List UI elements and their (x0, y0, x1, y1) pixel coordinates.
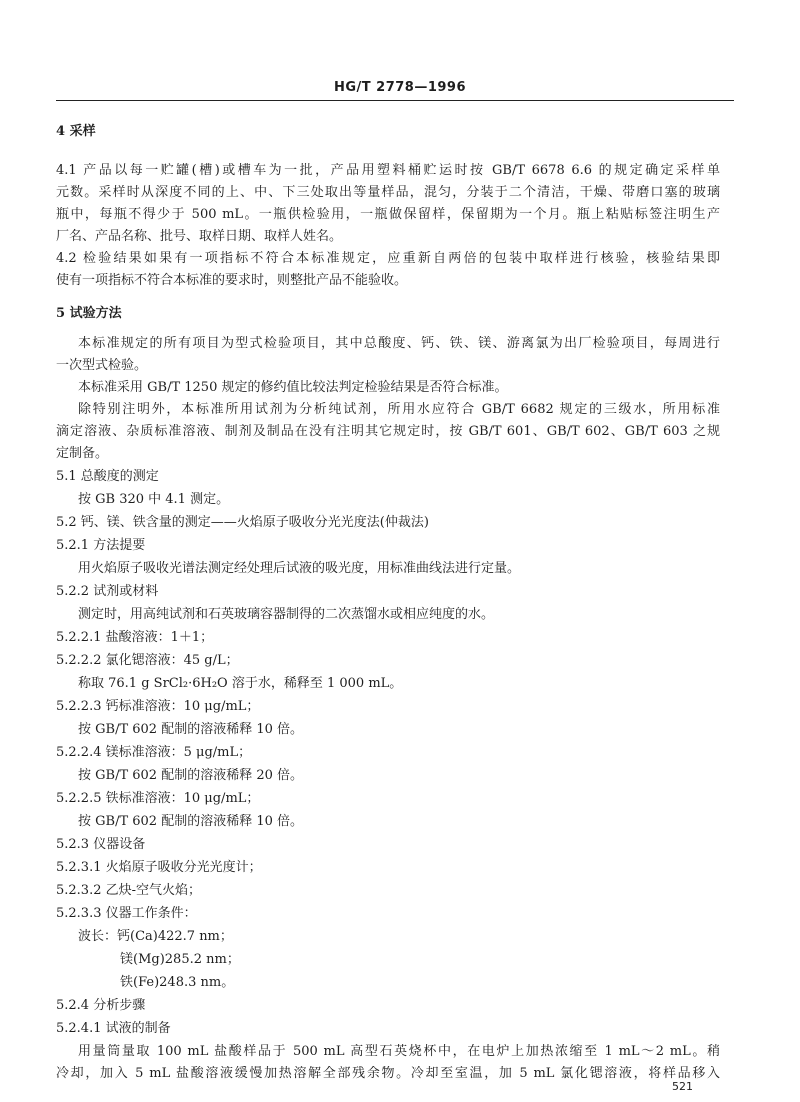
text-line: 用火焰原子吸收光谱法测定经处理后试液的吸光度，用标准曲线法进行定量。 (78, 561, 521, 576)
text-line: 按 GB 320 中 4.1 测定。 (78, 492, 230, 507)
text-line: 一次型式检验。 (56, 358, 148, 373)
text-line: 5.2.2 试剂或材料 (56, 584, 159, 599)
text-line: 5.2.4 分析步骤 (56, 998, 146, 1013)
text-line: 波长：钙(Ca)422.7 nm； (78, 929, 233, 944)
standard-number-header: HG/T 2778—1996 (333, 80, 467, 95)
text-line: 5.2.2.5 铁标准溶液：10 μg/mL； (56, 791, 260, 806)
text-line: 5.2.3.3 仪器工作条件： (56, 906, 197, 921)
text-line: 5.2.3 仪器设备 (56, 837, 146, 852)
text-line: 5.2.3.2 乙炔-空气火焰； (56, 883, 202, 898)
text-line: 使有一项指标不符合本标准的要求时，则整批产品不能验收。 (56, 273, 408, 288)
text-line: 冷却，加入 5 mL 盐酸溶液缓慢加热溶解全部残余物。冷却至室温，加 5 mL 氯化锶溶液，将样品移入 (56, 1066, 720, 1081)
text-line: 5.2.4.1 试液的制备 (56, 1021, 171, 1036)
text-line: 厂名、产品名称、批号、取样日期、取样人姓名。 (56, 229, 343, 244)
text-line: 称取 76.1 g SrCl₂·6H₂O 溶于水，稀释至 1 000 mL。 (78, 676, 403, 691)
text-line: 定制备。 (56, 446, 109, 461)
text-line: 除特别注明外，本标准所用试剂为分析纯试剂，所用水应符合 GB/T 6682 规定的三级水，所用标准 (78, 402, 720, 417)
text-line: 元数。采样时从深度不同的上、中、下三处取出等量样品，混匀，分装于二个清洁，干燥、带磨口塞的玻璃 (56, 185, 720, 200)
text-line: 5.1 总酸度的测定 (56, 469, 159, 484)
text-line: 5.2.1 方法提要 (56, 538, 146, 553)
text-line: 5.2.2.4 镁标准溶液：5 μg/mL； (56, 745, 252, 760)
text-line: 4.2 检验结果如果有一项指标不符合本标准规定，应重新自两倍的包装中取样进行核验，核验结果即 (56, 251, 720, 266)
text-line: 5.2.2.2 氯化锶溶液：45 g/L； (56, 653, 239, 668)
text-line: 按 GB/T 602 配制的溶液稀释 20 倍。 (78, 768, 304, 783)
text-line: 滴定溶液、杂质标准溶液、制剂及制品在没有注明其它规定时，按 GB/T 601、GB/T 602、GB/T 603 之规 (56, 424, 720, 439)
text-line: 本标准规定的所有项目为型式检验项目，其中总酸度、钙、铁、镁、游离氯为出厂检验项目，每周进行 (78, 336, 720, 351)
text-line: 5 试验方法 (56, 306, 122, 321)
text-line: 按 GB/T 602 配制的溶液稀释 10 倍。 (78, 814, 304, 829)
text-line: 瓶中，每瓶不得少于 500 mL。一瓶供检验用，一瓶做保留样，保留期为一个月。瓶上粘贴标签注明生产 (56, 207, 720, 222)
text-line: 本标准采用 GB/T 1250 规定的修约值比较法判定检验结果是否符合标准。 (78, 380, 508, 395)
text-line: 用量筒量取 100 mL 盐酸样品于 500 mL 高型石英烧杯中，在电炉上加热浓缩至 1 mL～2 mL。稍 (78, 1044, 720, 1059)
text-line: 5.2.2.1 盐酸溶液：1＋1； (56, 630, 214, 645)
text-line: 5.2 钙、镁、铁含量的测定——火焰原子吸收分光光度法(仲裁法) (56, 515, 429, 530)
text-line: 5.2.2.3 钙标准溶液：10 μg/mL； (56, 699, 260, 714)
text-line: 镁(Mg)285.2 nm； (120, 952, 240, 967)
text-line: 4 采样 (56, 124, 96, 139)
text-line: 4.1 产品以每一贮罐(槽)或槽车为一批，产品用塑料桶贮运时按 GB/T 6678 6.6 的规定确定采样单 (56, 163, 720, 178)
text-line: 5.2.3.1 火焰原子吸收分光光度计； (56, 860, 262, 875)
text-line: 测定时，用高纯试剂和石英玻璃容器制得的二次蒸馏水或相应纯度的水。 (78, 607, 495, 622)
page-number: 521 (672, 1080, 693, 1093)
text-line: 按 GB/T 602 配制的溶液稀释 10 倍。 (78, 722, 304, 737)
header-rule (56, 100, 734, 101)
text-line: 铁(Fe)248.3 nm。 (120, 975, 235, 990)
